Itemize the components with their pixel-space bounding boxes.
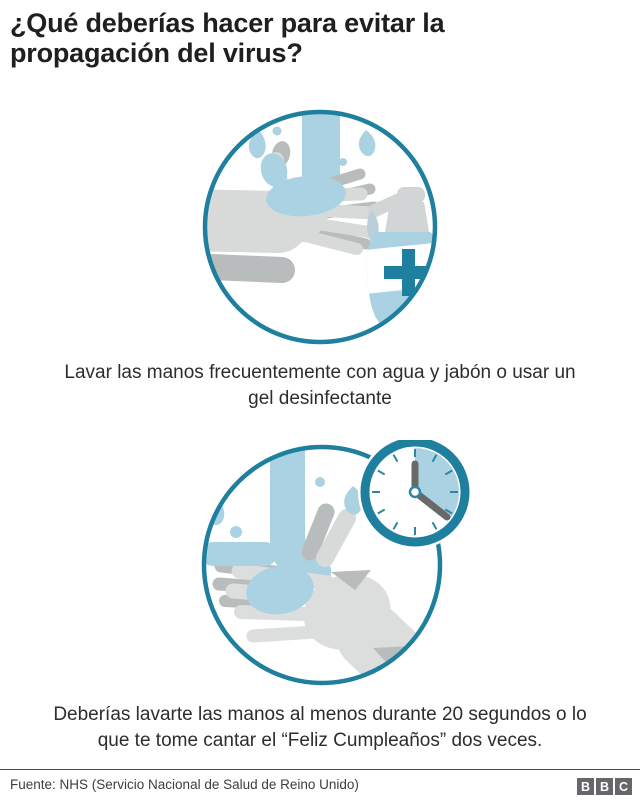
page-title-line2: propagación del virus? <box>10 38 303 68</box>
figure2-caption-line2: que te tome cantar el “Feliz Cumpleaños” dos veces. <box>97 730 543 751</box>
bbc-logo-block-b2: B <box>596 778 613 795</box>
figure1-caption-line2: gel desinfectante <box>248 388 392 409</box>
figure2-caption <box>0 702 640 754</box>
handwashing-soap-illustration <box>200 108 440 348</box>
figure1-caption <box>0 360 640 412</box>
clock-center-dot <box>410 487 420 497</box>
source-attribution: Fuente: NHS (Servicio Nacional de Salud de Reino Unido) <box>10 777 359 792</box>
figure2-caption-line1: Deberías lavarte las manos al menos durante 20 segundos o lo <box>53 704 587 725</box>
figure1-caption-line1: Lavar las manos frecuentemente con agua y jabón o usar un <box>64 362 576 383</box>
page-title <box>10 8 520 68</box>
bbc-logo-block-c: C <box>615 778 632 795</box>
bbc-logo-block-b1: B <box>577 778 594 795</box>
clock-icon <box>358 440 472 549</box>
footer-divider <box>0 769 640 770</box>
handwashing-clock-illustration <box>195 440 475 690</box>
page-title-line1: ¿Qué deberías hacer para evitar la <box>10 8 445 38</box>
bbc-logo <box>577 778 632 795</box>
